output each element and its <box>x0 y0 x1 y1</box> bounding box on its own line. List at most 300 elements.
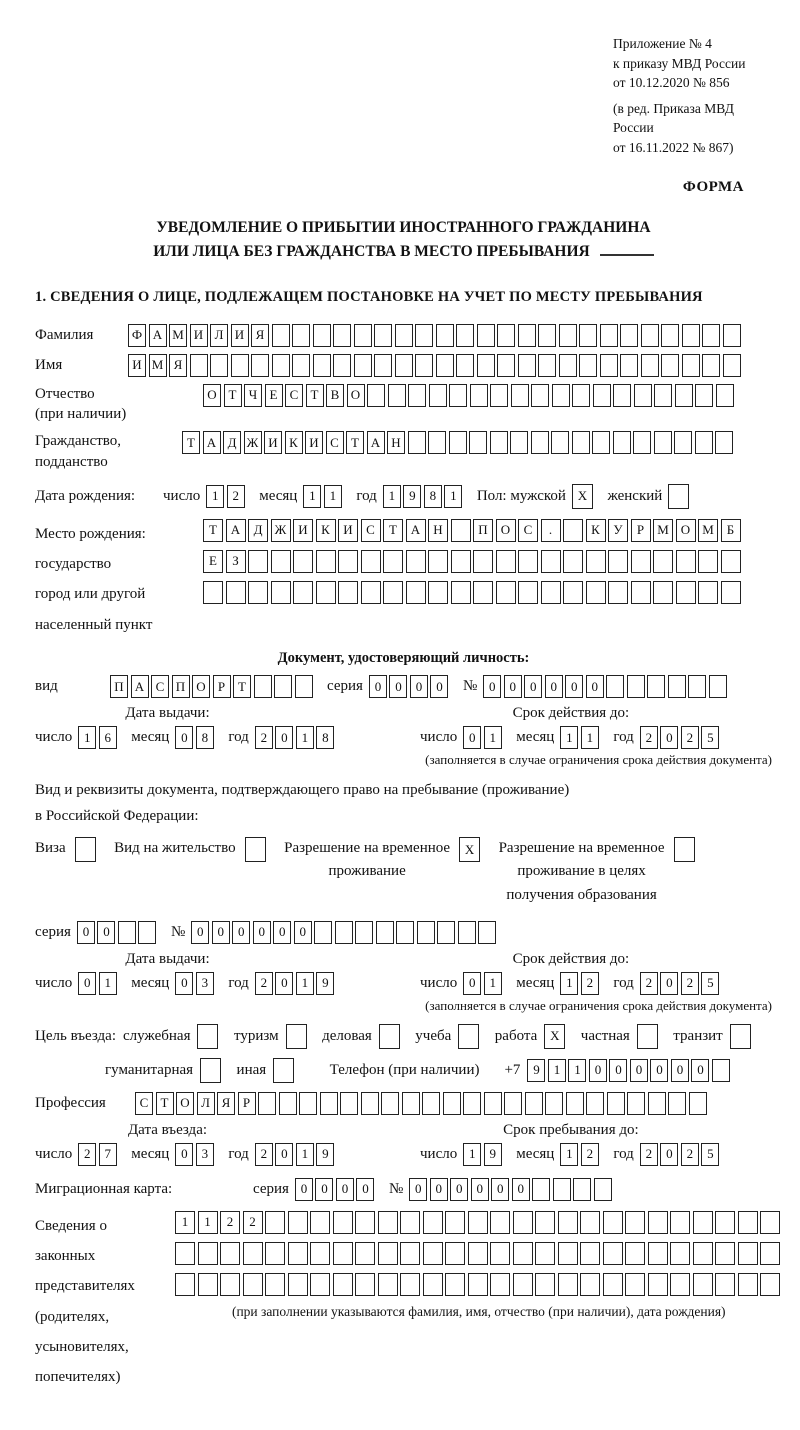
char-cell[interactable] <box>531 384 549 407</box>
char-cell[interactable] <box>428 581 448 604</box>
char-cell[interactable] <box>292 324 310 347</box>
char-cell[interactable]: 2 <box>220 1211 240 1234</box>
char-cell[interactable] <box>676 550 696 573</box>
char-cell[interactable] <box>361 550 381 573</box>
char-cell[interactable]: З <box>226 550 246 573</box>
char-cell[interactable] <box>689 1092 707 1115</box>
char-cell[interactable]: О <box>496 519 516 542</box>
char-cell[interactable]: 1 <box>560 726 578 749</box>
identity-series-cells[interactable] <box>369 675 451 698</box>
char-cell[interactable] <box>580 1242 600 1265</box>
char-cell[interactable]: Я <box>169 354 187 377</box>
visa-checkbox[interactable] <box>75 837 99 862</box>
char-cell[interactable] <box>415 354 433 377</box>
char-cell[interactable] <box>518 581 538 604</box>
char-cell[interactable]: 8 <box>424 485 442 508</box>
char-cell[interactable] <box>631 550 651 573</box>
residence-until-year-cells[interactable] <box>640 972 722 995</box>
char-cell[interactable]: 1 <box>206 485 224 508</box>
char-cell[interactable]: О <box>347 384 365 407</box>
char-cell[interactable]: 9 <box>316 972 334 995</box>
char-cell[interactable] <box>245 837 266 862</box>
char-cell[interactable]: М <box>653 519 673 542</box>
purpose-other-checkbox[interactable] <box>273 1058 297 1083</box>
char-cell[interactable] <box>648 1273 668 1296</box>
char-cell[interactable] <box>695 384 713 407</box>
char-cell[interactable] <box>620 354 638 377</box>
residence-issue-year-cells[interactable] <box>255 972 337 995</box>
identity-issue-month-cells[interactable] <box>175 726 216 749</box>
char-cell[interactable] <box>333 1242 353 1265</box>
char-cell[interactable]: Н <box>387 431 405 454</box>
char-cell[interactable] <box>422 1092 440 1115</box>
char-cell[interactable] <box>600 324 618 347</box>
char-cell[interactable]: 0 <box>273 921 291 944</box>
char-cell[interactable] <box>198 1242 218 1265</box>
char-cell[interactable] <box>608 550 628 573</box>
char-cell[interactable] <box>354 324 372 347</box>
char-cell[interactable]: Т <box>306 384 324 407</box>
char-cell[interactable] <box>293 550 313 573</box>
char-cell[interactable] <box>400 1211 420 1234</box>
char-cell[interactable] <box>265 1211 285 1234</box>
char-cell[interactable]: 0 <box>77 921 95 944</box>
char-cell[interactable] <box>676 581 696 604</box>
char-cell[interactable]: 2 <box>255 972 273 995</box>
char-cell[interactable] <box>340 1092 358 1115</box>
char-cell[interactable] <box>231 354 249 377</box>
char-cell[interactable] <box>449 431 467 454</box>
entry-month-cells[interactable] <box>175 1143 216 1166</box>
char-cell[interactable] <box>484 1092 502 1115</box>
char-cell[interactable] <box>468 1242 488 1265</box>
char-cell[interactable] <box>693 1273 713 1296</box>
char-cell[interactable]: 0 <box>450 1178 468 1201</box>
char-cell[interactable]: 0 <box>175 726 193 749</box>
char-cell[interactable] <box>682 354 700 377</box>
char-cell[interactable]: 2 <box>681 726 699 749</box>
char-cell[interactable]: 0 <box>504 675 522 698</box>
char-cell[interactable]: 1 <box>296 972 314 995</box>
char-cell[interactable] <box>698 550 718 573</box>
char-cell[interactable] <box>558 1273 578 1296</box>
char-cell[interactable] <box>355 921 373 944</box>
char-cell[interactable] <box>670 1242 690 1265</box>
char-cell[interactable] <box>449 384 467 407</box>
char-cell[interactable] <box>580 1273 600 1296</box>
char-cell[interactable] <box>333 1211 353 1234</box>
char-cell[interactable]: 0 <box>356 1178 374 1201</box>
char-cell[interactable] <box>299 1092 317 1115</box>
firstname-cells[interactable] <box>128 354 743 377</box>
char-cell[interactable] <box>496 550 516 573</box>
char-cell[interactable]: С <box>518 519 538 542</box>
char-cell[interactable] <box>478 921 496 944</box>
char-cell[interactable] <box>738 1242 758 1265</box>
char-cell[interactable] <box>702 354 720 377</box>
char-cell[interactable] <box>295 675 313 698</box>
char-cell[interactable] <box>668 484 689 509</box>
char-cell[interactable]: И <box>264 431 282 454</box>
char-cell[interactable] <box>437 921 455 944</box>
char-cell[interactable] <box>698 581 718 604</box>
char-cell[interactable]: 1 <box>581 726 599 749</box>
char-cell[interactable] <box>572 384 590 407</box>
char-cell[interactable] <box>367 384 385 407</box>
identity-until-day-cells[interactable] <box>463 726 504 749</box>
char-cell[interactable] <box>310 1242 330 1265</box>
char-cell[interactable]: 0 <box>691 1059 709 1082</box>
char-cell[interactable] <box>586 1092 604 1115</box>
char-cell[interactable]: 0 <box>336 1178 354 1201</box>
char-cell[interactable] <box>668 675 686 698</box>
stay-year-cells[interactable] <box>640 1143 722 1166</box>
char-cell[interactable]: 0 <box>586 675 604 698</box>
char-cell[interactable] <box>603 1242 623 1265</box>
char-cell[interactable] <box>378 1242 398 1265</box>
char-cell[interactable] <box>406 550 426 573</box>
char-cell[interactable] <box>593 384 611 407</box>
stay-month-cells[interactable] <box>560 1143 601 1166</box>
char-cell[interactable]: 1 <box>463 1143 481 1166</box>
char-cell[interactable] <box>243 1273 263 1296</box>
char-cell[interactable] <box>288 1242 308 1265</box>
char-cell[interactable] <box>423 1211 443 1234</box>
char-cell[interactable]: Р <box>213 675 231 698</box>
char-cell[interactable] <box>627 1092 645 1115</box>
char-cell[interactable] <box>606 675 624 698</box>
char-cell[interactable] <box>313 354 331 377</box>
char-cell[interactable]: 0 <box>275 726 293 749</box>
char-cell[interactable] <box>661 354 679 377</box>
char-cell[interactable] <box>513 1273 533 1296</box>
char-cell[interactable]: 0 <box>275 972 293 995</box>
residence-number-cells[interactable] <box>191 921 499 944</box>
char-cell[interactable]: X <box>572 484 593 509</box>
char-cell[interactable] <box>511 384 529 407</box>
char-cell[interactable]: 1 <box>175 1211 195 1234</box>
char-cell[interactable] <box>333 354 351 377</box>
char-cell[interactable]: 2 <box>243 1211 263 1234</box>
char-cell[interactable]: 0 <box>78 972 96 995</box>
char-cell[interactable] <box>558 1211 578 1234</box>
char-cell[interactable]: 1 <box>383 485 401 508</box>
char-cell[interactable] <box>395 324 413 347</box>
char-cell[interactable] <box>738 1273 758 1296</box>
char-cell[interactable]: П <box>110 675 128 698</box>
char-cell[interactable]: Т <box>383 519 403 542</box>
representatives-row2-cells[interactable] <box>175 1242 783 1265</box>
char-cell[interactable] <box>451 519 471 542</box>
char-cell[interactable]: 0 <box>175 1143 193 1166</box>
char-cell[interactable] <box>668 1092 686 1115</box>
char-cell[interactable]: 2 <box>255 726 273 749</box>
char-cell[interactable] <box>374 354 392 377</box>
char-cell[interactable] <box>395 354 413 377</box>
char-cell[interactable] <box>355 1242 375 1265</box>
char-cell[interactable] <box>383 550 403 573</box>
migration-series-cells[interactable] <box>295 1178 377 1201</box>
char-cell[interactable] <box>220 1242 240 1265</box>
char-cell[interactable] <box>532 1178 550 1201</box>
char-cell[interactable]: 0 <box>253 921 271 944</box>
char-cell[interactable] <box>355 1273 375 1296</box>
char-cell[interactable] <box>274 675 292 698</box>
char-cell[interactable] <box>648 1211 668 1234</box>
char-cell[interactable] <box>75 837 96 862</box>
char-cell[interactable] <box>197 1024 218 1049</box>
char-cell[interactable] <box>760 1242 780 1265</box>
char-cell[interactable] <box>388 384 406 407</box>
char-cell[interactable]: 1 <box>198 1211 218 1234</box>
char-cell[interactable]: И <box>231 324 249 347</box>
char-cell[interactable] <box>625 1211 645 1234</box>
char-cell[interactable] <box>620 324 638 347</box>
char-cell[interactable] <box>648 1242 668 1265</box>
char-cell[interactable] <box>730 1024 751 1049</box>
char-cell[interactable] <box>408 384 426 407</box>
char-cell[interactable] <box>693 1211 713 1234</box>
char-cell[interactable] <box>254 675 272 698</box>
char-cell[interactable]: 0 <box>389 675 407 698</box>
char-cell[interactable] <box>723 324 741 347</box>
char-cell[interactable]: 2 <box>78 1143 96 1166</box>
char-cell[interactable]: С <box>326 431 344 454</box>
char-cell[interactable] <box>469 431 487 454</box>
char-cell[interactable] <box>210 354 228 377</box>
char-cell[interactable]: Е <box>203 550 223 573</box>
char-cell[interactable] <box>445 1211 465 1234</box>
char-cell[interactable] <box>586 550 606 573</box>
char-cell[interactable] <box>580 1211 600 1234</box>
char-cell[interactable] <box>579 324 597 347</box>
char-cell[interactable]: 0 <box>191 921 209 944</box>
migration-number-cells[interactable] <box>409 1178 614 1201</box>
char-cell[interactable]: 2 <box>581 972 599 995</box>
char-cell[interactable]: И <box>338 519 358 542</box>
char-cell[interactable]: В <box>326 384 344 407</box>
residence-issue-day-cells[interactable] <box>78 972 119 995</box>
char-cell[interactable] <box>525 1092 543 1115</box>
birthplace-row2-cells[interactable] <box>203 550 743 573</box>
citizenship-cells[interactable] <box>182 431 736 454</box>
char-cell[interactable] <box>709 675 727 698</box>
char-cell[interactable] <box>468 1211 488 1234</box>
char-cell[interactable]: М <box>149 354 167 377</box>
char-cell[interactable]: П <box>473 519 493 542</box>
char-cell[interactable]: Б <box>721 519 741 542</box>
char-cell[interactable]: 0 <box>294 921 312 944</box>
representatives-row1-cells[interactable] <box>175 1211 783 1234</box>
char-cell[interactable]: 0 <box>212 921 230 944</box>
char-cell[interactable] <box>496 581 516 604</box>
char-cell[interactable]: 0 <box>660 1143 678 1166</box>
char-cell[interactable] <box>379 1024 400 1049</box>
char-cell[interactable] <box>641 324 659 347</box>
char-cell[interactable]: 1 <box>78 726 96 749</box>
char-cell[interactable] <box>458 921 476 944</box>
char-cell[interactable]: 1 <box>484 972 502 995</box>
char-cell[interactable] <box>531 431 549 454</box>
char-cell[interactable]: 9 <box>316 1143 334 1166</box>
char-cell[interactable]: О <box>176 1092 194 1115</box>
char-cell[interactable]: Т <box>156 1092 174 1115</box>
char-cell[interactable]: 5 <box>701 972 719 995</box>
char-cell[interactable]: 2 <box>681 1143 699 1166</box>
char-cell[interactable]: 0 <box>409 1178 427 1201</box>
char-cell[interactable]: 0 <box>463 972 481 995</box>
char-cell[interactable] <box>716 384 734 407</box>
identity-issue-day-cells[interactable] <box>78 726 119 749</box>
sex-male-checkbox[interactable] <box>572 484 596 509</box>
char-cell[interactable] <box>573 1178 591 1201</box>
char-cell[interactable] <box>613 384 631 407</box>
char-cell[interactable] <box>272 354 290 377</box>
char-cell[interactable] <box>338 581 358 604</box>
char-cell[interactable] <box>293 581 313 604</box>
char-cell[interactable]: С <box>151 675 169 698</box>
char-cell[interactable] <box>423 1242 443 1265</box>
char-cell[interactable] <box>518 550 538 573</box>
char-cell[interactable] <box>314 921 332 944</box>
char-cell[interactable] <box>513 1242 533 1265</box>
char-cell[interactable]: Р <box>631 519 651 542</box>
char-cell[interactable]: Д <box>223 431 241 454</box>
char-cell[interactable]: Т <box>233 675 251 698</box>
purpose-private-checkbox[interactable] <box>637 1024 661 1049</box>
char-cell[interactable]: 6 <box>99 726 117 749</box>
birth-year-cells[interactable] <box>383 485 465 508</box>
char-cell[interactable]: 9 <box>484 1143 502 1166</box>
purpose-study-checkbox[interactable] <box>458 1024 482 1049</box>
purpose-work-checkbox[interactable] <box>544 1024 568 1049</box>
char-cell[interactable] <box>670 1273 690 1296</box>
char-cell[interactable] <box>600 354 618 377</box>
char-cell[interactable] <box>688 675 706 698</box>
char-cell[interactable] <box>251 354 269 377</box>
char-cell[interactable]: Я <box>251 324 269 347</box>
char-cell[interactable] <box>243 1242 263 1265</box>
char-cell[interactable] <box>273 1058 294 1083</box>
residence-series-cells[interactable] <box>77 921 159 944</box>
char-cell[interactable]: Н <box>428 519 448 542</box>
char-cell[interactable] <box>443 1092 461 1115</box>
char-cell[interactable] <box>541 550 561 573</box>
char-cell[interactable] <box>513 1211 533 1234</box>
char-cell[interactable] <box>316 550 336 573</box>
residence-permit-checkbox[interactable] <box>245 837 269 862</box>
char-cell[interactable] <box>558 1242 578 1265</box>
char-cell[interactable] <box>675 384 693 407</box>
char-cell[interactable] <box>535 1211 555 1234</box>
temp-residence-education-checkbox[interactable] <box>674 837 698 862</box>
char-cell[interactable]: С <box>285 384 303 407</box>
char-cell[interactable]: 2 <box>640 726 658 749</box>
char-cell[interactable]: М <box>698 519 718 542</box>
char-cell[interactable] <box>634 384 652 407</box>
char-cell[interactable]: 0 <box>463 726 481 749</box>
char-cell[interactable]: 0 <box>512 1178 530 1201</box>
char-cell[interactable]: Д <box>248 519 268 542</box>
char-cell[interactable]: И <box>305 431 323 454</box>
char-cell[interactable] <box>429 384 447 407</box>
birthplace-row3-cells[interactable] <box>203 581 743 604</box>
char-cell[interactable]: А <box>367 431 385 454</box>
char-cell[interactable]: 8 <box>316 726 334 749</box>
char-cell[interactable] <box>723 354 741 377</box>
char-cell[interactable]: А <box>131 675 149 698</box>
char-cell[interactable]: К <box>316 519 336 542</box>
temp-residence-checkbox[interactable] <box>459 837 483 862</box>
char-cell[interactable] <box>310 1211 330 1234</box>
char-cell[interactable] <box>641 354 659 377</box>
char-cell[interactable] <box>378 1273 398 1296</box>
char-cell[interactable] <box>738 1211 758 1234</box>
char-cell[interactable] <box>445 1273 465 1296</box>
profession-cells[interactable] <box>135 1092 709 1115</box>
char-cell[interactable] <box>198 1273 218 1296</box>
char-cell[interactable] <box>603 1273 623 1296</box>
char-cell[interactable] <box>592 431 610 454</box>
char-cell[interactable] <box>428 550 448 573</box>
identity-kind-cells[interactable] <box>110 675 315 698</box>
char-cell[interactable]: 0 <box>609 1059 627 1082</box>
char-cell[interactable] <box>310 1273 330 1296</box>
char-cell[interactable] <box>458 1024 479 1049</box>
char-cell[interactable] <box>374 324 392 347</box>
identity-until-month-cells[interactable] <box>560 726 601 749</box>
char-cell[interactable]: Ч <box>244 384 262 407</box>
char-cell[interactable] <box>637 1024 658 1049</box>
char-cell[interactable] <box>473 550 493 573</box>
char-cell[interactable] <box>313 324 331 347</box>
char-cell[interactable]: С <box>361 519 381 542</box>
char-cell[interactable]: 0 <box>175 972 193 995</box>
char-cell[interactable] <box>361 1092 379 1115</box>
char-cell[interactable] <box>383 581 403 604</box>
char-cell[interactable] <box>376 921 394 944</box>
char-cell[interactable]: 9 <box>527 1059 545 1082</box>
char-cell[interactable] <box>333 324 351 347</box>
char-cell[interactable]: А <box>149 324 167 347</box>
char-cell[interactable] <box>693 1242 713 1265</box>
char-cell[interactable] <box>538 354 556 377</box>
char-cell[interactable]: X <box>544 1024 565 1049</box>
char-cell[interactable] <box>552 384 570 407</box>
char-cell[interactable]: 2 <box>681 972 699 995</box>
char-cell[interactable] <box>417 921 435 944</box>
char-cell[interactable] <box>715 1242 735 1265</box>
residence-until-day-cells[interactable] <box>463 972 504 995</box>
char-cell[interactable] <box>715 1273 735 1296</box>
char-cell[interactable] <box>760 1211 780 1234</box>
char-cell[interactable]: Т <box>203 519 223 542</box>
char-cell[interactable]: 1 <box>560 972 578 995</box>
char-cell[interactable] <box>594 1178 612 1201</box>
char-cell[interactable] <box>653 581 673 604</box>
char-cell[interactable] <box>518 324 536 347</box>
char-cell[interactable] <box>220 1273 240 1296</box>
char-cell[interactable] <box>603 1211 623 1234</box>
char-cell[interactable] <box>613 431 631 454</box>
char-cell[interactable]: Е <box>265 384 283 407</box>
char-cell[interactable] <box>661 324 679 347</box>
char-cell[interactable] <box>553 1178 571 1201</box>
char-cell[interactable]: Р <box>238 1092 256 1115</box>
char-cell[interactable]: А <box>203 431 221 454</box>
char-cell[interactable] <box>712 1059 730 1082</box>
entry-year-cells[interactable] <box>255 1143 337 1166</box>
